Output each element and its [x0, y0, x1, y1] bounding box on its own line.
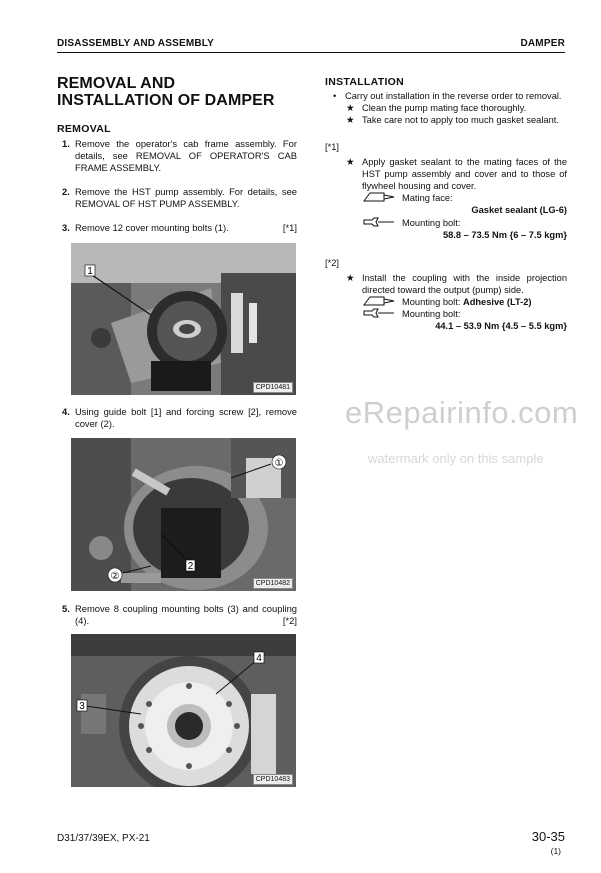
step-text: Remove 12 cover mounting bolts (1).	[75, 222, 229, 233]
mating-face-label: Mating face:	[402, 193, 453, 203]
installation-bullet	[333, 90, 567, 102]
callout-3: 3	[79, 701, 85, 712]
removal-step-3	[57, 222, 297, 234]
removal-step-1	[57, 138, 297, 174]
removal-step-4	[57, 406, 297, 430]
callout-1: 1	[87, 266, 93, 277]
removal-step-2	[57, 186, 297, 210]
photo-caption: CPD10481	[253, 382, 293, 393]
header-topic: DAMPER	[520, 38, 565, 49]
ref1-sealant-value: Gasket sealant (LG-6)	[471, 205, 567, 215]
star-mark: ★	[346, 115, 355, 125]
step-reference: [*1]	[282, 222, 297, 233]
photo-cover-bolts-image	[71, 243, 296, 395]
ref-tag-1: [*1]	[325, 142, 339, 152]
sealant-tube-icon	[362, 191, 396, 203]
note-text: Apply gasket sealant to the mating faces of the HST pump assembly and cover and to those of flywheel housing and cover.	[362, 157, 567, 191]
step-number: 5.	[62, 603, 70, 614]
note-text: Clean the pump mating face thoroughly.	[362, 103, 527, 113]
step-number: 4.	[62, 406, 70, 417]
ref1-mating-face	[402, 192, 567, 204]
adhesive-value: Adhesive (LT-2)	[462, 297, 532, 307]
watermark-main: eRepairinfo.com	[345, 395, 579, 430]
wrench-icon	[362, 216, 396, 228]
mounting-bolt-label: Mounting bolt:	[402, 218, 461, 228]
photo-coupling-image	[71, 634, 296, 787]
star-mark: ★	[346, 103, 355, 113]
page-title-line-1: REMOVAL AND	[57, 75, 176, 92]
step-text: Remove 8 coupling mounting bolts (3) and coupling (4).	[75, 603, 297, 626]
photo-guide-bolt-forcing-screw	[71, 438, 296, 591]
removal-step-5	[57, 603, 297, 627]
step-text: Remove the operator's cab frame assembly. For details, see REMOVAL OF OPERATOR'S CAB FRAME ASSEMBLY.	[75, 138, 297, 173]
header-rule	[57, 52, 565, 53]
ref1-torque-value: 58.8 – 73.5 Nm {6 – 7.5 kgm}	[442, 230, 567, 240]
star-mark: ★	[346, 157, 355, 167]
ref2-mounting-bolt	[402, 308, 567, 320]
callout-4: 4	[256, 653, 262, 664]
step-number: 2.	[62, 186, 70, 197]
callout-forcing-screw: ②	[110, 571, 120, 582]
ref2-torque-value: 44.1 – 53.9 Nm {4.5 – 5.5 kgm}	[435, 321, 567, 331]
right-column	[325, 76, 567, 333]
photo-caption: CPD10482	[253, 578, 293, 589]
ref2-adhesive	[402, 296, 567, 308]
mounting-bolt-label: Mounting bolt:	[402, 309, 461, 319]
ref2-note	[346, 272, 567, 296]
note-text: Take care not to apply too much gasket sealant.	[362, 115, 559, 125]
header-section-title: DISASSEMBLY AND ASSEMBLY	[57, 38, 215, 49]
footer-page-number: 30-35	[531, 829, 565, 844]
photo-coupling-bolts	[71, 634, 296, 787]
watermark-sub: watermark only on this sample	[368, 451, 544, 466]
step-number: 1.	[62, 138, 70, 149]
footer-model: D31/37/39EX, PX-21	[57, 833, 150, 844]
page-title	[57, 75, 297, 109]
ref1-note	[346, 156, 567, 192]
photo-caption: CPD10483	[253, 774, 293, 785]
step-text: Remove the HST pump assembly. For details, see REMOVAL OF HST PUMP ASSEMBLY.	[75, 186, 297, 209]
step-text: Using guide bolt [1] and forcing screw [2], remove cover (2).	[75, 406, 297, 429]
photo-cover-bolts	[71, 243, 296, 395]
note-text: Install the coupling with the inside projection directed toward the output (pump) side.	[362, 273, 567, 295]
bullet-mark: •	[333, 91, 337, 101]
star-mark: ★	[346, 273, 355, 283]
adhesive-bottle-icon	[362, 295, 396, 307]
callout-guide-bolt: ①	[274, 458, 284, 469]
bullet-text: Carry out installation in the reverse order to removal.	[345, 91, 562, 101]
callout-2: 2	[187, 561, 194, 572]
footer-revision: (1)	[550, 846, 561, 856]
page-title-line-2: INSTALLATION OF DAMPER	[57, 92, 275, 109]
installation-note-2	[346, 114, 567, 126]
ref-tag-2: [*2]	[325, 258, 339, 268]
adhesive-label: Mounting bolt:	[402, 297, 463, 307]
wrench-icon	[362, 307, 396, 319]
ref1-mounting-bolt	[402, 217, 567, 229]
left-column	[57, 75, 297, 787]
installation-heading: INSTALLATION	[325, 76, 405, 88]
photo-guide-bolt-image	[71, 438, 296, 591]
step-number: 3.	[62, 222, 70, 233]
removal-heading: REMOVAL	[57, 123, 111, 135]
step-reference: [*2]	[282, 615, 297, 626]
installation-note-1	[346, 102, 567, 114]
